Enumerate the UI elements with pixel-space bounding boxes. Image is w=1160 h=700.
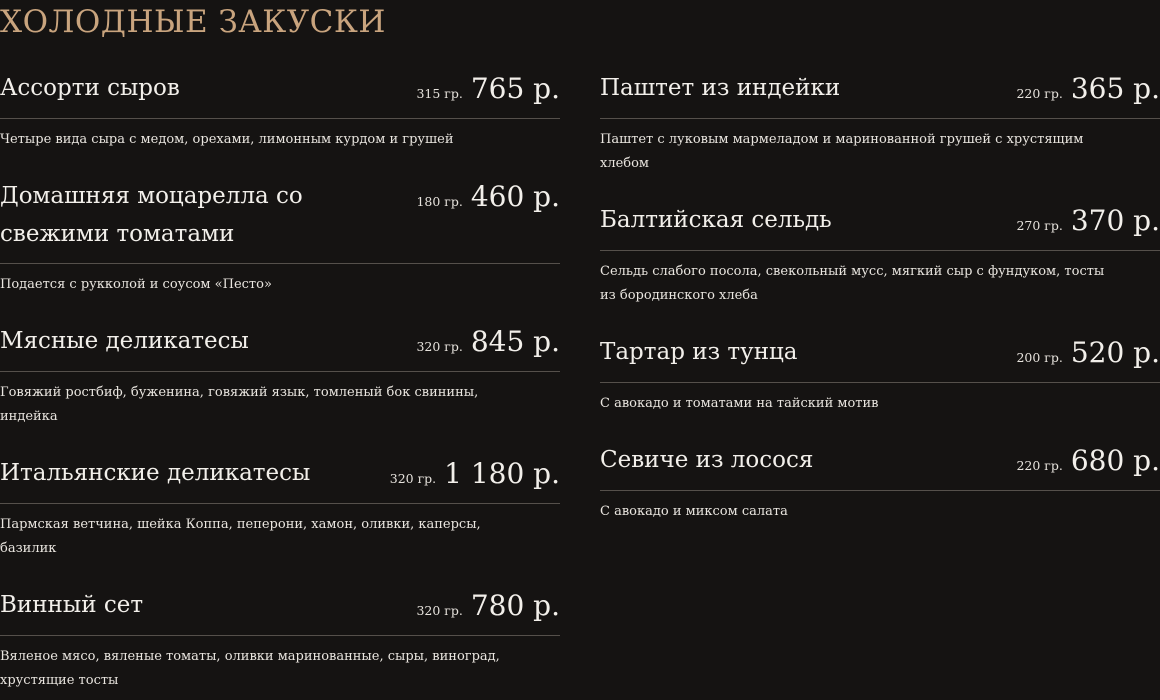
menu-item-header bbox=[600, 438, 1160, 491]
menu-item-header bbox=[600, 198, 1160, 251]
menu-item-header bbox=[600, 66, 1160, 119]
menu-item-description: Подается с рукколой и соусом «Песто» bbox=[0, 277, 272, 292]
menu-item-name: Балтийская сельдь bbox=[600, 207, 832, 233]
menu-item[interactable] bbox=[0, 451, 560, 561]
menu-item-price: 845 р. bbox=[470, 325, 560, 358]
menu-item-name: Домашняя моцарелла со свежими томатами bbox=[0, 183, 303, 247]
menu-item-price: 765 р. bbox=[470, 72, 560, 105]
menu-item[interactable] bbox=[0, 319, 560, 429]
menu-item-description: Пармская ветчина, шейка Коппа, пеперони, хамон, оливки, каперсы, базилик bbox=[0, 517, 481, 556]
menu-item-description: С авокадо и томатами на тайский мотив bbox=[600, 396, 879, 411]
menu-item-price: 520 р. bbox=[1070, 336, 1160, 369]
menu-item[interactable] bbox=[600, 438, 1160, 524]
menu-item-price: 370 р. bbox=[1070, 204, 1160, 237]
menu-item-price-block bbox=[1016, 330, 1160, 372]
menu-item-description: Четыре вида сыра с медом, орехами, лимонным курдом и грушей bbox=[0, 132, 454, 147]
menu-item-price-block bbox=[416, 583, 560, 625]
menu-item-price: 680 р. bbox=[1070, 444, 1160, 477]
menu-item-price: 365 р. bbox=[1070, 72, 1160, 105]
menu-item-description: С авокадо и миксом салата bbox=[600, 504, 788, 519]
menu-item[interactable] bbox=[600, 66, 1160, 176]
menu-item[interactable] bbox=[0, 583, 560, 693]
menu-item-header bbox=[0, 451, 560, 504]
menu-item-price-block bbox=[416, 174, 560, 216]
section-title: ХОЛОДНЫЕ ЗАКУСКИ bbox=[0, 4, 386, 40]
menu-item-weight: 220 гр. bbox=[1016, 458, 1063, 473]
menu-item-name: Севиче из лосося bbox=[600, 447, 814, 473]
menu-item-price-block bbox=[416, 66, 560, 108]
menu-item-name: Итальянские деликатесы bbox=[0, 460, 311, 486]
menu-item-weight: 220 гр. bbox=[1016, 86, 1063, 101]
menu-item-weight: 270 гр. bbox=[1016, 218, 1063, 233]
menu-item-description: Сельдь слабого посола, свекольный мусс, мягкий сыр с фундуком, тосты из бородинского хлеба bbox=[600, 264, 1105, 303]
menu-item-price-block bbox=[1016, 66, 1160, 108]
menu-item-header bbox=[0, 66, 560, 119]
menu-item[interactable] bbox=[0, 174, 560, 297]
menu-item-price-block bbox=[416, 319, 560, 361]
menu-item-header bbox=[0, 319, 560, 372]
menu-item-description: Говяжий ростбиф, буженина, говяжий язык, томленый бок свинины, индейка bbox=[0, 385, 479, 424]
menu-column-right bbox=[600, 66, 1160, 546]
menu-item-weight: 320 гр. bbox=[389, 471, 437, 486]
menu-item-name: Ассорти сыров bbox=[0, 75, 180, 101]
menu-item-name: Винный сет bbox=[0, 592, 144, 618]
menu-item-price-block bbox=[1016, 198, 1160, 240]
menu-item-name: Тартар из тунца bbox=[600, 339, 798, 365]
menu-item-header bbox=[600, 330, 1160, 383]
menu-item-price: 1 180 р. bbox=[444, 457, 560, 490]
menu-item-weight: 320 гр. bbox=[416, 603, 463, 618]
menu-item-weight: 315 гр. bbox=[416, 86, 463, 101]
menu-item-price-block bbox=[390, 451, 560, 493]
menu-item[interactable] bbox=[600, 198, 1160, 308]
menu-item-price: 780 р. bbox=[470, 589, 560, 622]
menu-item-description: Вяленое мясо, вяленые томаты, оливки маринованные, сыры, виноград, хрустящие тосты bbox=[0, 649, 500, 688]
menu-item[interactable] bbox=[0, 66, 560, 152]
menu-item-header bbox=[0, 174, 560, 264]
menu-item-weight: 180 гр. bbox=[416, 194, 463, 209]
menu-column-left bbox=[0, 66, 560, 700]
menu-item-price-block bbox=[1016, 438, 1160, 480]
menu-item[interactable] bbox=[600, 330, 1160, 416]
menu-item-description: Паштет с луковым мармеладом и маринованной грушей с хрустящим хлебом bbox=[600, 132, 1084, 171]
menu-item-price: 460 р. bbox=[470, 180, 560, 213]
menu-item-name: Мясные деликатесы bbox=[0, 328, 249, 354]
menu-item-weight: 200 гр. bbox=[1016, 350, 1063, 365]
menu-item-header bbox=[0, 583, 560, 636]
menu-item-weight: 320 гр. bbox=[416, 339, 463, 354]
menu-item-name: Паштет из индейки bbox=[600, 75, 841, 101]
